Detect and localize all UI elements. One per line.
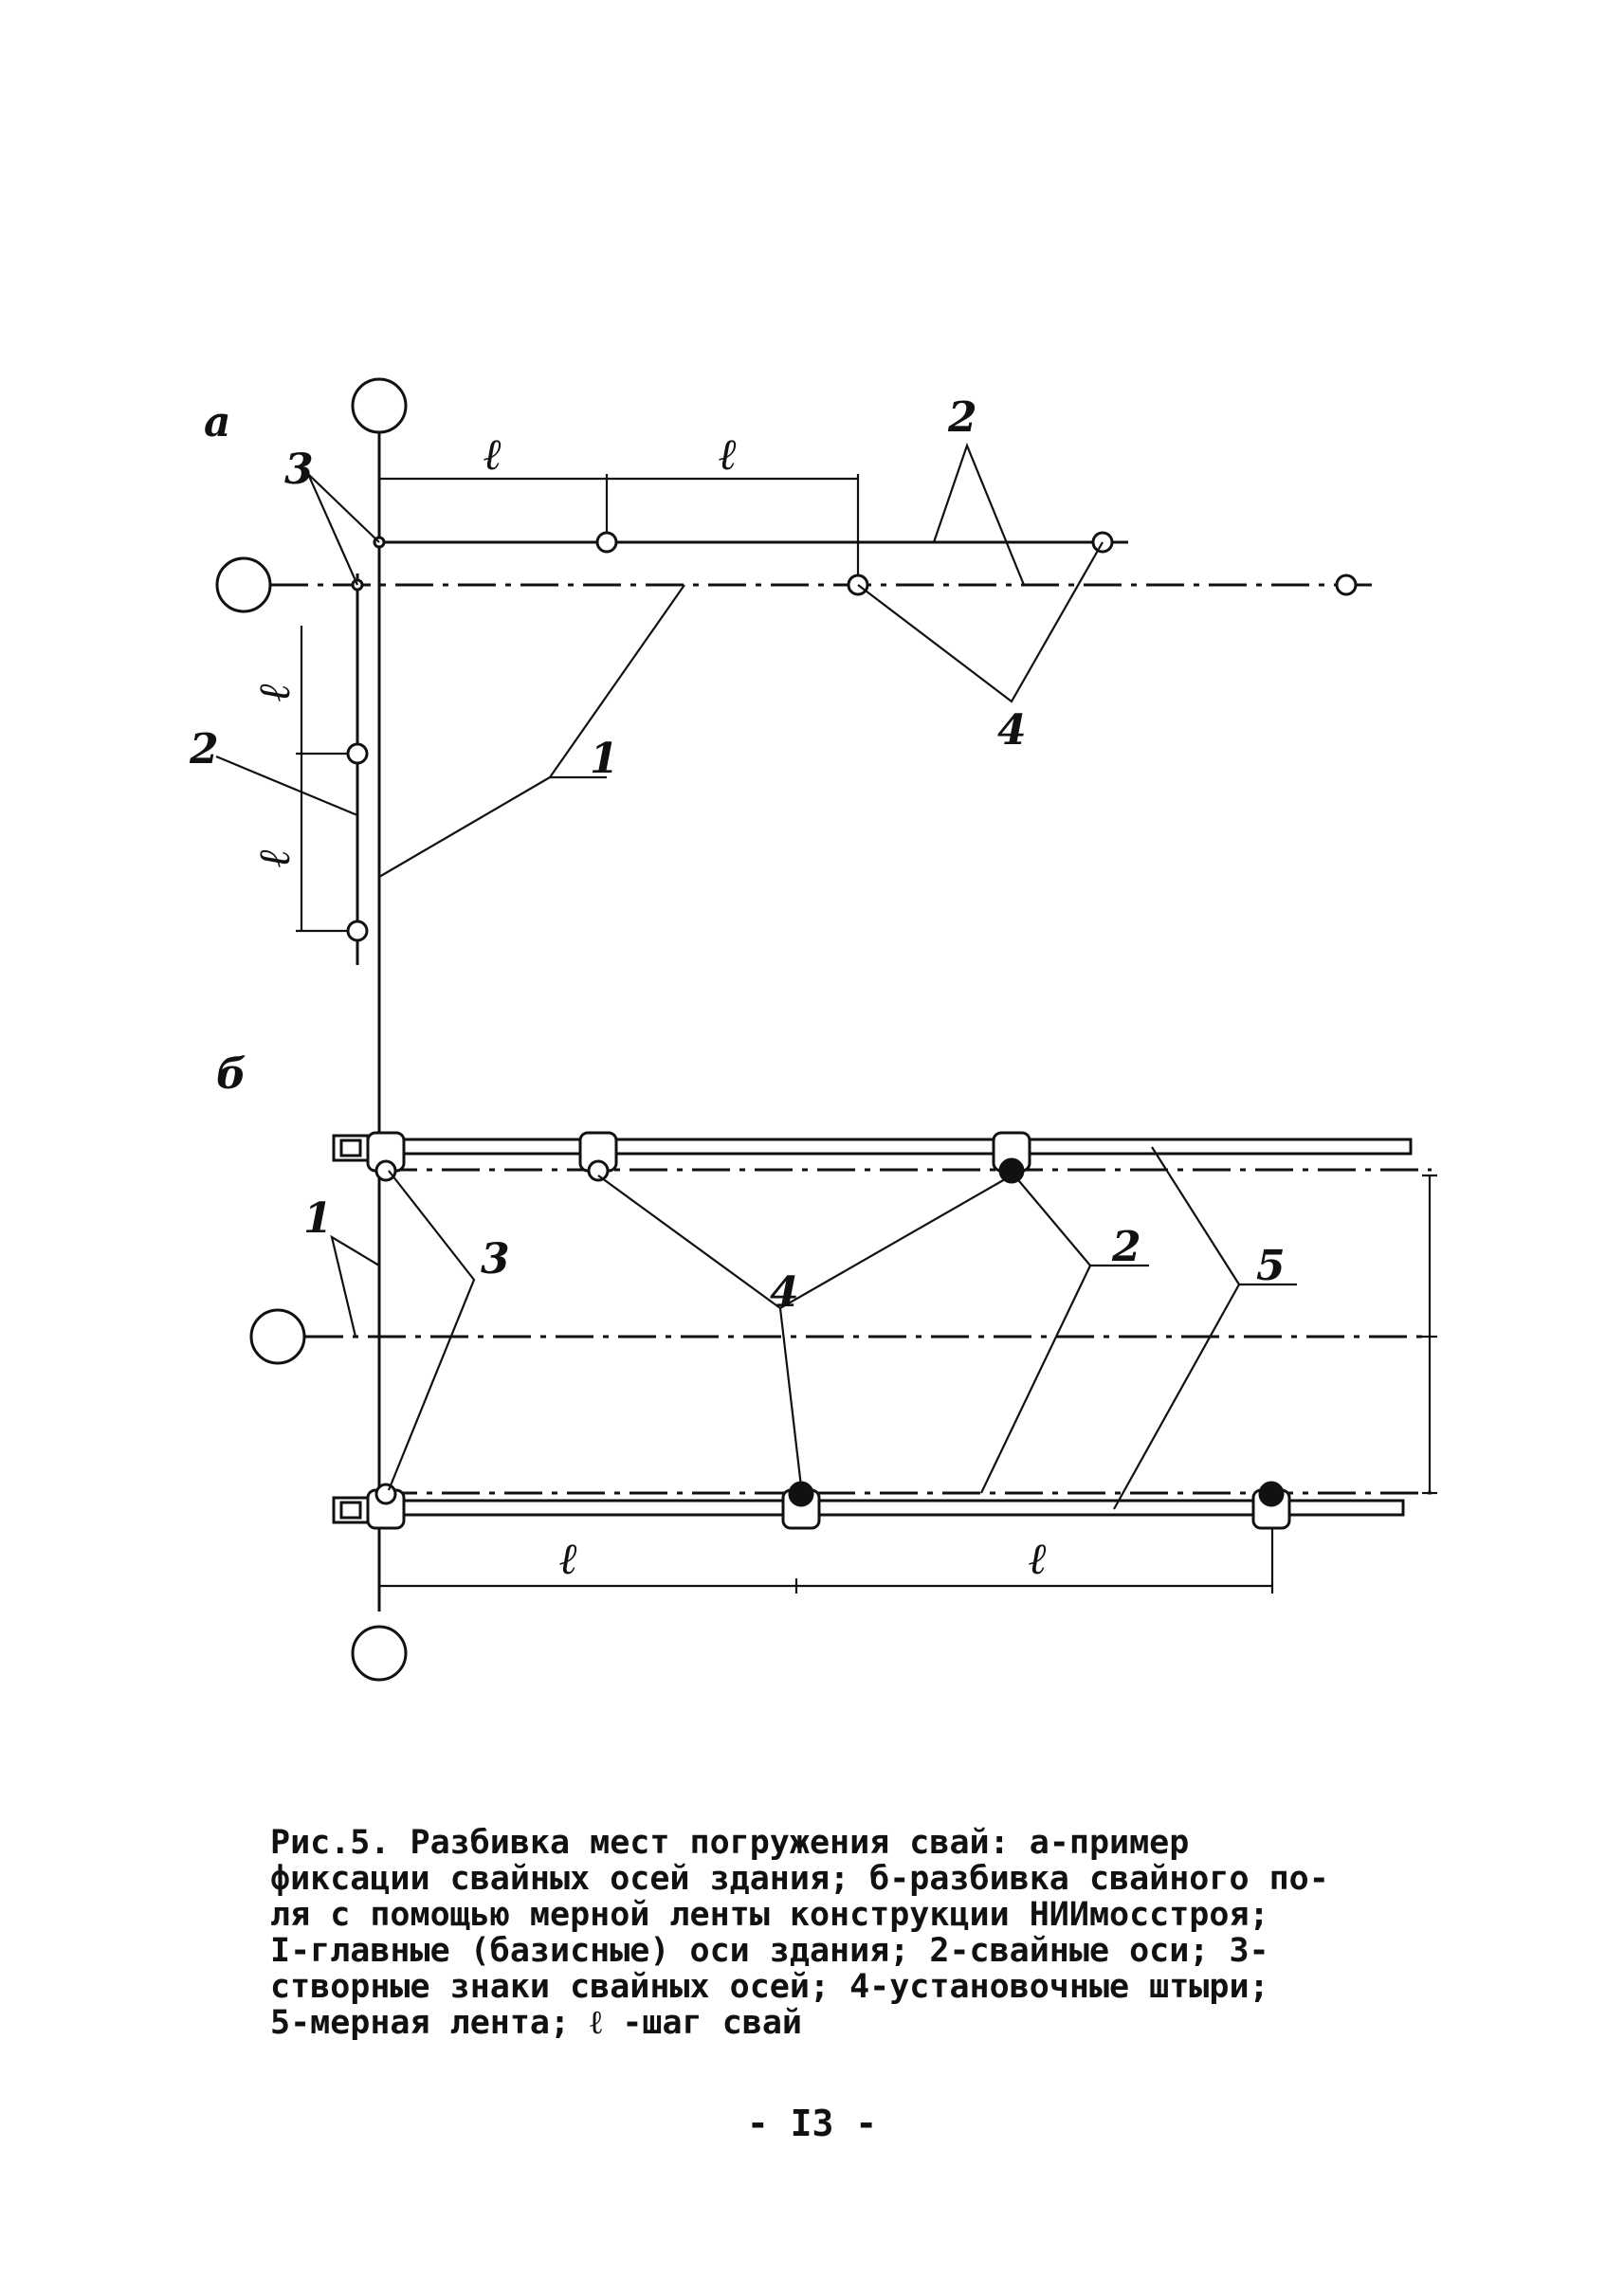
leader-2-left-a (216, 756, 357, 815)
callout-4-b: 4 (770, 1268, 799, 1317)
axis-marker-circle-b-left (251, 1310, 304, 1363)
pile-step-label: ℓ (1029, 1533, 1048, 1584)
caption-line: створные знаки свайных осей; 4-установочные штыри; (270, 1968, 1269, 2006)
leader-5-b-down (1114, 1284, 1239, 1509)
leader-4-b (598, 1175, 1012, 1308)
callout-2-top-a: 2 (948, 393, 977, 442)
pile-marker (597, 533, 616, 552)
axis-marker-circle-b-bottom (353, 1627, 406, 1680)
pile-marker (348, 921, 367, 940)
part-b-label: б (216, 1050, 246, 1099)
part-a-label: а (204, 398, 231, 446)
measuring-tape-bottom (370, 1501, 1403, 1515)
pile-step-label: ℓ (719, 428, 738, 480)
setting-pin (1253, 1483, 1289, 1528)
callout-3-b: 3 (481, 1235, 510, 1284)
axis-marker-circle-left (217, 558, 270, 611)
leader-4-b-down (780, 1308, 801, 1486)
caption-line: 5-мерная лента; ℓ -шаг свай (270, 2004, 802, 2042)
page-number: - I3 - (746, 2103, 878, 2144)
callout-5-b: 5 (1256, 1242, 1286, 1290)
pile-step-label: ℓ (248, 848, 300, 867)
callout-2-b: 2 (1112, 1223, 1141, 1271)
caption-line: I-главные (базисные) оси здания; 2-свайные оси; 3- (270, 1932, 1269, 1970)
tape-end-inner (341, 1503, 360, 1518)
setting-pin (580, 1133, 616, 1180)
leader-1-a-b (379, 777, 550, 877)
pile-step-label: ℓ (559, 1533, 578, 1584)
leader-3-a (308, 474, 379, 585)
leader-2-top-a (934, 446, 1024, 585)
callout-4-a: 4 (997, 706, 1027, 755)
caption-line: ля с помощью мерной ленты конструкции НИИмосстроя; (270, 1896, 1269, 1934)
pile-marker (1337, 575, 1356, 594)
setting-pin (994, 1133, 1030, 1182)
pile-step-label: ℓ (484, 428, 502, 480)
measuring-tape-top (370, 1139, 1411, 1154)
leader-2-b-down (981, 1266, 1090, 1493)
tape-end-inner (341, 1140, 360, 1156)
caption-line: Рис.5. Разбивка мест погружения свай: а-пример (270, 1824, 1190, 1862)
leader-1-b (332, 1237, 379, 1337)
caption-line: фиксации свайных осей здания; б-разбивка свайного по- (270, 1860, 1329, 1898)
callout-1-a: 1 (590, 735, 619, 783)
pile-step-label: ℓ (248, 683, 300, 701)
callout-2-left-a: 2 (190, 725, 219, 774)
callout-1-b: 1 (303, 1194, 333, 1243)
callout-3-a: 3 (284, 446, 314, 494)
leader-4-a (858, 542, 1103, 701)
setting-pin (368, 1133, 404, 1180)
figure-caption (270, 1825, 1436, 2041)
setting-pin (368, 1484, 404, 1528)
leader-3-b (389, 1171, 474, 1490)
setting-pin (783, 1483, 819, 1528)
pile-marker (348, 744, 367, 763)
axis-marker-circle-top (353, 379, 406, 432)
